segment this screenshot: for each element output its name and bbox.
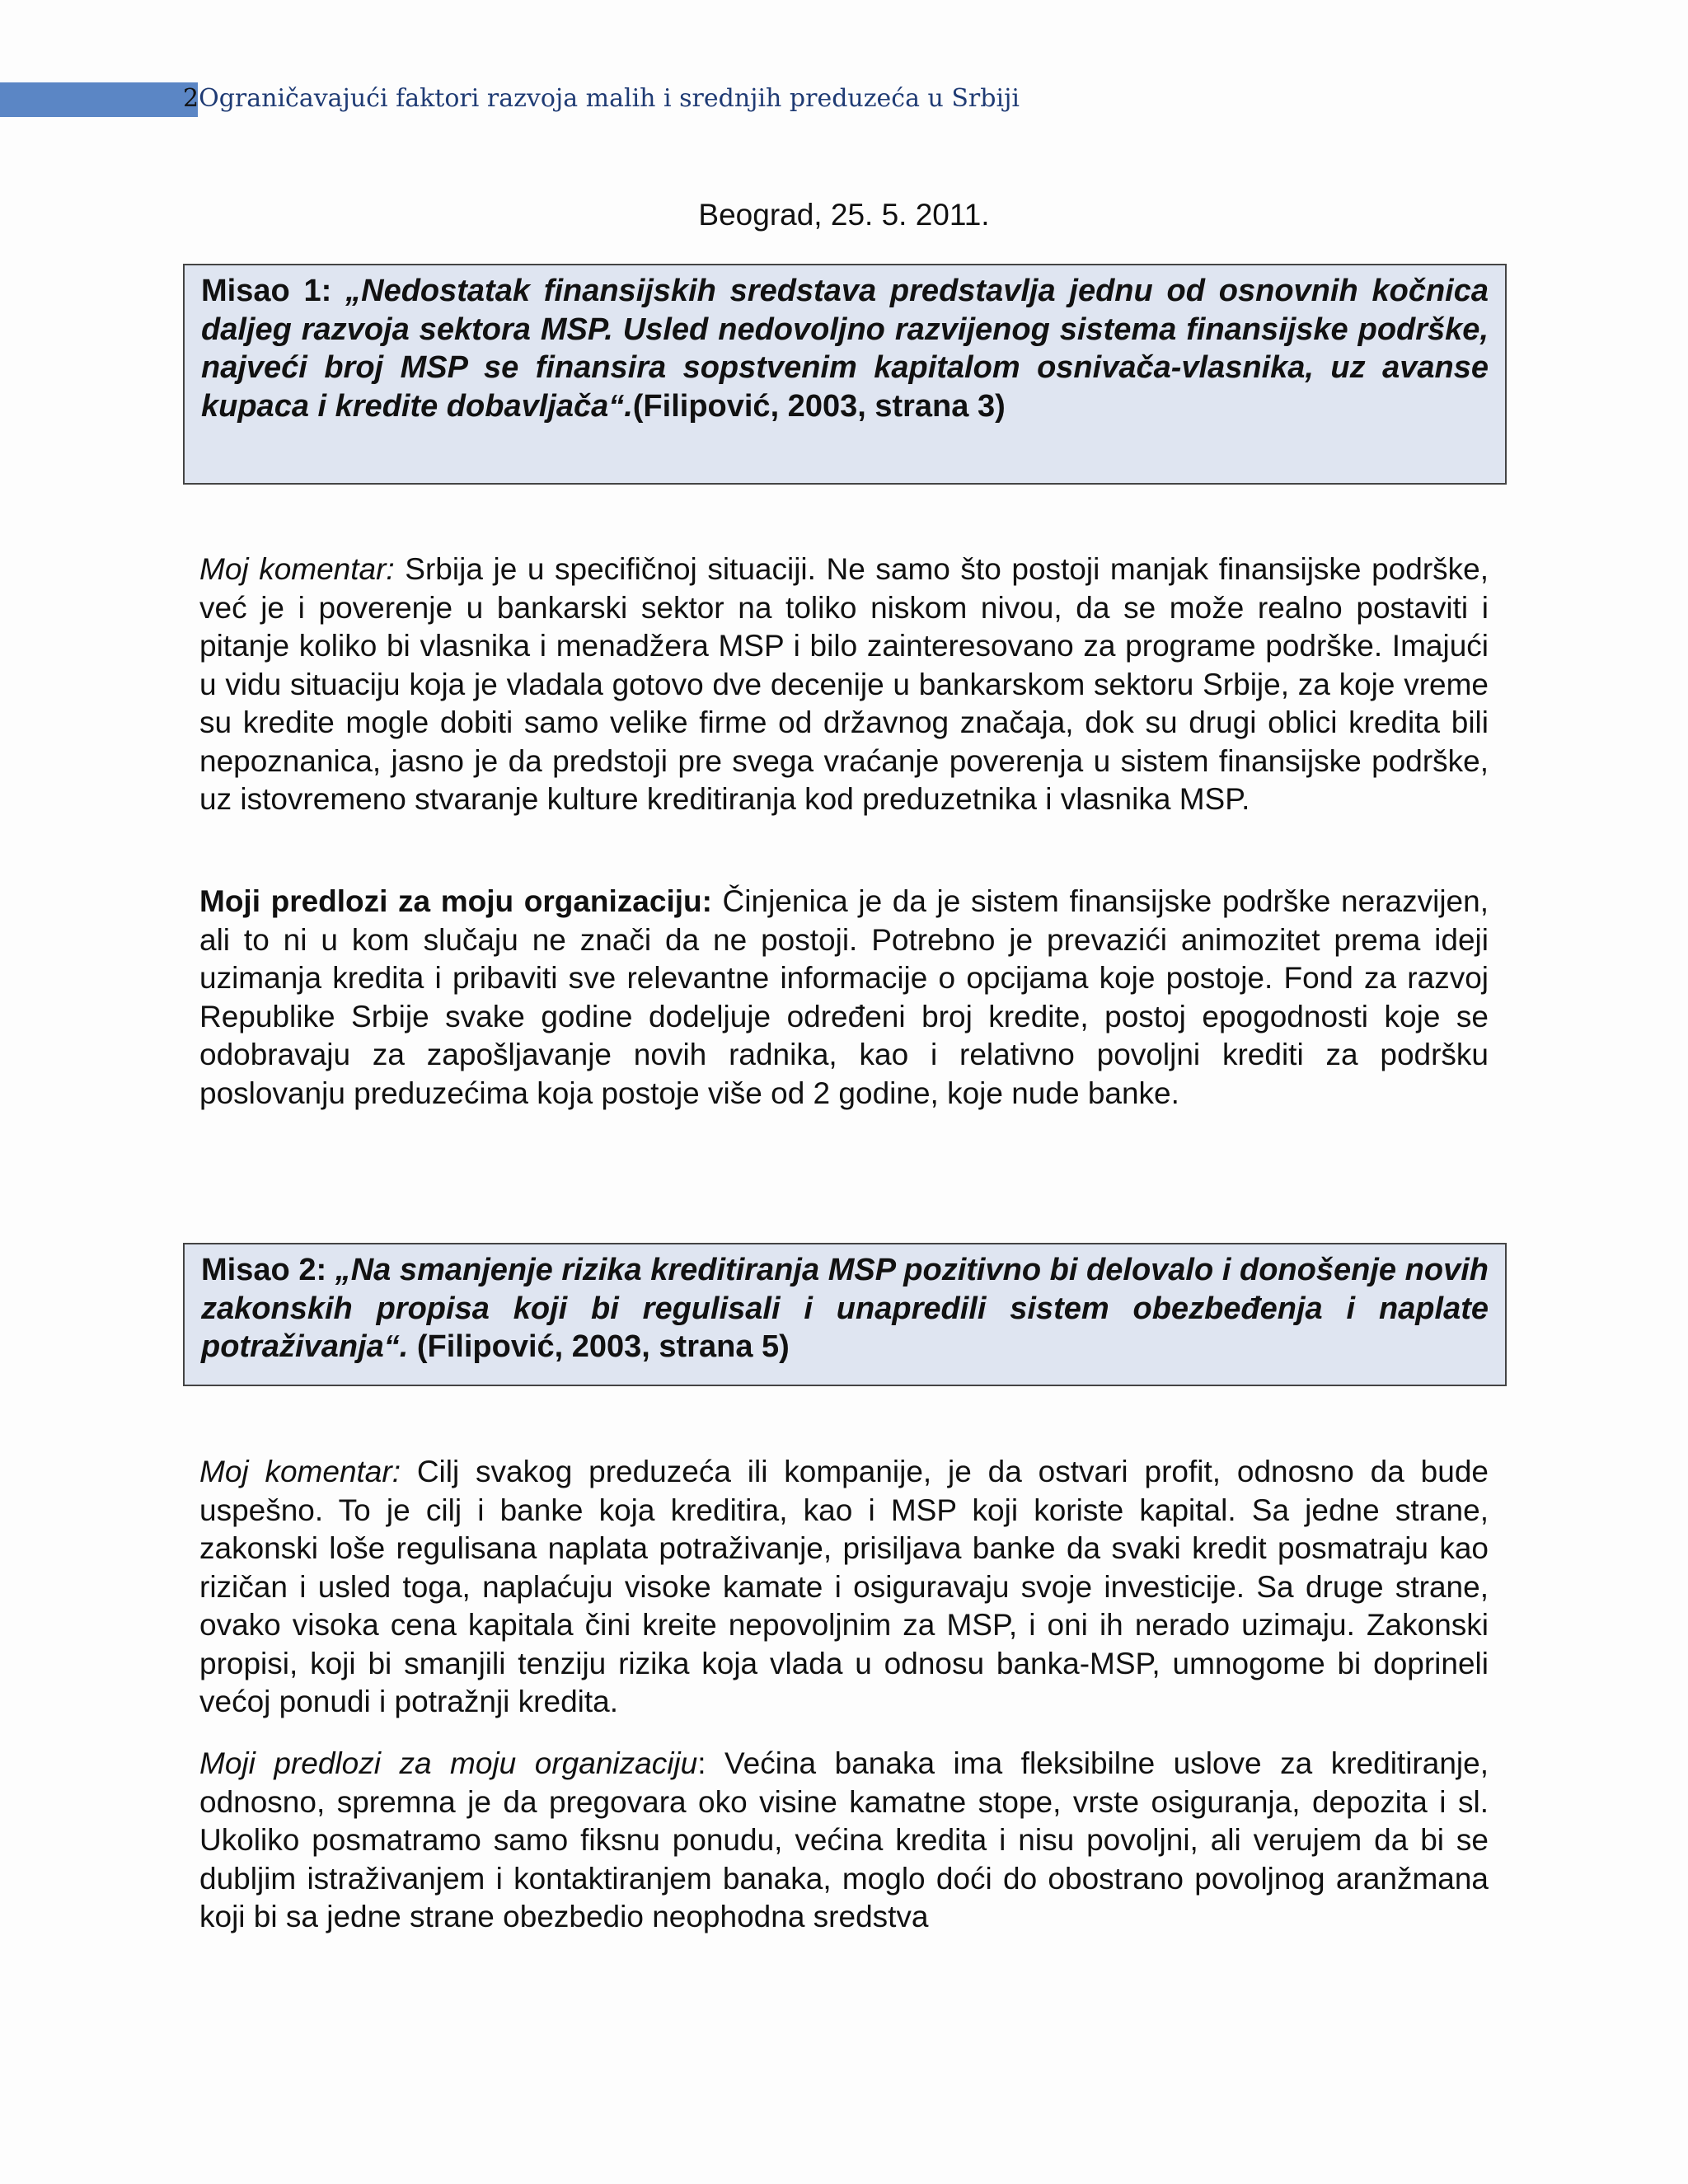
comment-1-paragraph — [199, 551, 1489, 819]
proposal-2-label: Moji predlozi za moju organizaciju — [199, 1746, 698, 1780]
proposal-2-text: : Većina banaka ima fleksibilne uslove za kreditiranje, odnosno, spremna je da pregovara oko visine kamatne stope, vrste osiguranja, depozita i sl. Ukoliko posmatramo samo fiksnu ponudu, većina kredita i nisu povoljni, ali verujem da bi se dubljim istraživanjem i kontaktiranjem banaka, moglo doći do obostrano povoljnog aranžmana koji bi sa jedne strane obezbedio neophodna sredstva — [199, 1746, 1489, 1933]
comment-2-paragraph — [199, 1453, 1489, 1722]
running-header — [183, 84, 1020, 113]
proposal-1-paragraph — [199, 883, 1489, 1113]
document-date: Beograd, 25. 5. 2011. — [698, 198, 990, 232]
header-accent-bar — [0, 82, 198, 117]
thought-1-label: Misao 1: — [201, 274, 346, 308]
thought-1-quote: „Nedostatak finansijskih sredstava predstavlja jednu od osnovnih kočnica daljeg razvoja sektora MSP. Usled nedovoljno razvijenog sistema finansijske podrške, najveći broj MSP se finansira sopstvenim kapitalom osnivača-vlasnika, uz avanse kupaca i kredite dobavljača“. — [201, 274, 1489, 424]
proposal-2-paragraph — [199, 1745, 1489, 1937]
thought-2-box — [183, 1243, 1507, 1386]
comment-2-label: Moj komentar: — [199, 1455, 401, 1488]
thought-2-citation: (Filipović, 2003, strana 5) — [408, 1329, 790, 1364]
proposal-1-text: Činjenica je da je sistem finansijske podrške nerazvijen, ali to ni u kom slučaju ne znači da ne postoji. Potrebno je prevazići animozitet prema ideji uzimanja kredita i pribaviti sve relevantne informacije o opcijama koje postoje. Fond za razvoj Republike Srbije svake godine dodeljuje određeni broj kredite, postoj epogodnosti koje se odobravaju za zapošljavanje novih radnika, kao i relativno povoljni krediti za podršku poslovanju preduzećima koja postoje više od 2 godine, koje nude banke. — [199, 884, 1489, 1110]
thought-2-label: Misao 2: — [201, 1253, 335, 1287]
thought-1-citation: (Filipović, 2003, strana 3) — [632, 388, 1006, 424]
thought-2-quote: „Na smanjenje rizika kreditiranja MSP pozitivno bi delovalo i donošenje novih zakonskih propisa koji bi regulisali i unapredili sistem obezbeđenja i naplate potraživanja“. — [201, 1253, 1489, 1364]
thought-1-box — [183, 264, 1507, 485]
page-number: 2 — [183, 84, 199, 113]
comment-1-text: Srbija je u specifičnoj situaciji. Ne samo što postoji manjak finansijske podrške, već je i poverenje u bankarski sektor na toliko niskom nivou, da se može realno postaviti i pitanje koliko bi vlasnika i menadžera MSP i bilo zainteresovano za programe podrške. Imajući u vidu situaciju koja je vladala gotovo dve decenije u bankarskom sektoru Srbije, za koje vreme su kredite mogle dobiti samo velike firme od državnog značaja, dok su drugi oblici kredita bili nepoznanica, jasno je da predstoji pre svega vraćanje poverenja u sistem finansijske podrške, uz istovremeno stvaranje kulture kreditiranja kod preduzetnika i vlasnika MSP. — [199, 552, 1489, 816]
comment-1-label: Moj komentar: — [199, 552, 395, 586]
comment-2-text: Cilj svakog preduzeća ili kompanije, je da ostvari profit, odnosno da bude uspešno. To je cilj i banke koja kreditira, kao i MSP koji koriste kapital. Sa jedne strane, zakonski loše regulisana naplata potraživanje, prisiljava banke da svaki kredit posmatraju kao rizičan i usled toga, naplaćuju visoke kamate i osiguravaju svoje investicije. Sa druge strane, ovako visoka cena kapitala čini kreite nepovoljnim za MSP, i oni ih nerado uzimaju. Zakonski propisi, koji bi smanjili tenziju rizika koja vlada u odnosu banka-MSP, umnogome bi doprineli većoj ponudi i potražnji kredita. — [199, 1455, 1489, 1718]
proposal-1-label: Moji predlozi za moju organizaciju: — [199, 884, 712, 918]
header-title: Ograničavajući faktori razvoja malih i srednjih preduzeća u Srbiji — [199, 84, 1020, 113]
